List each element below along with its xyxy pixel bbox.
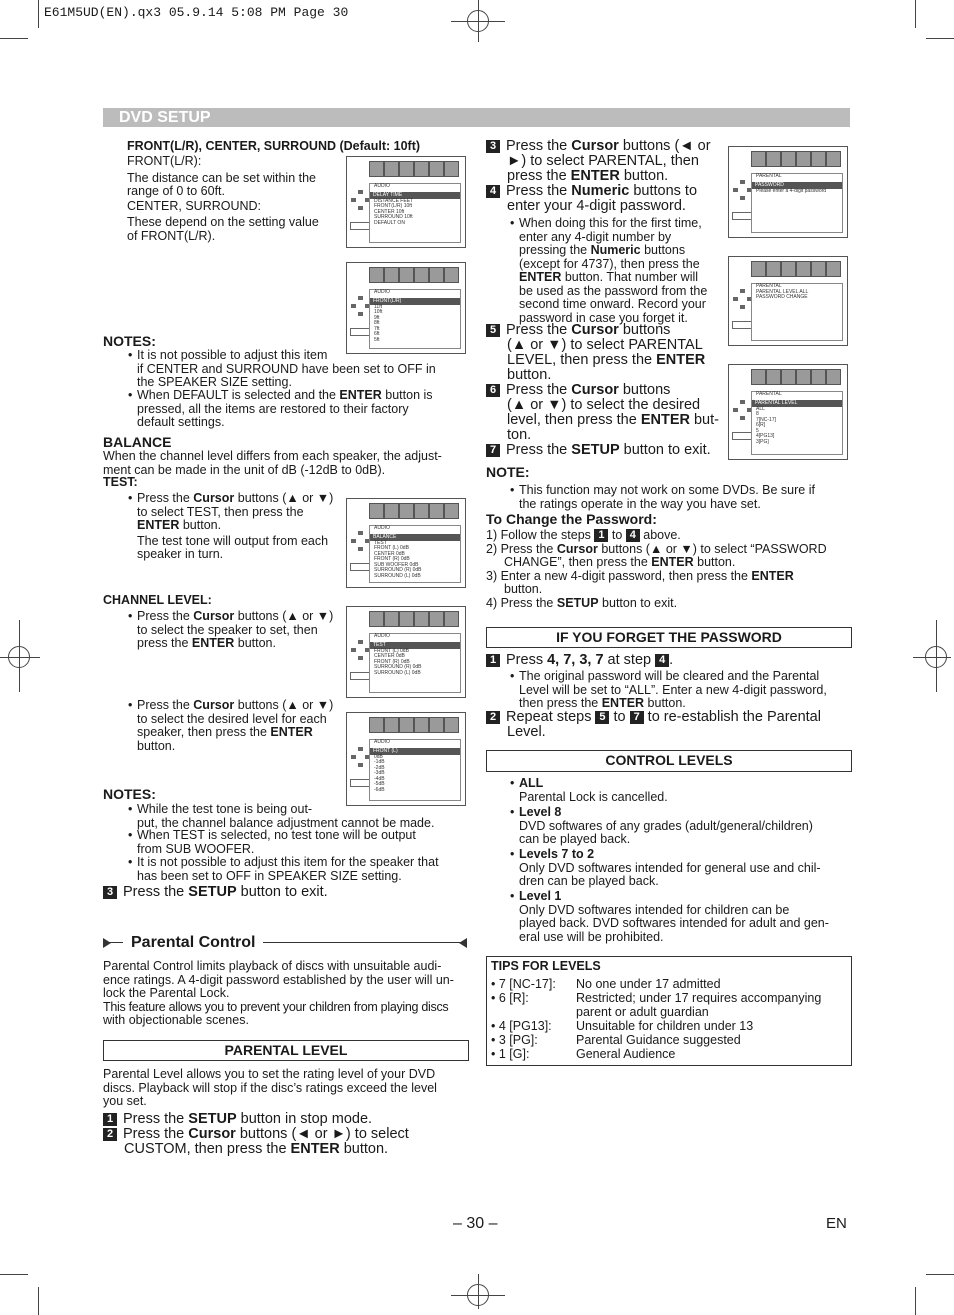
menu-icon	[429, 611, 444, 627]
step-3: 3 Press the Cursor buttons (◄ or	[486, 139, 711, 154]
enter-key-icon	[732, 432, 752, 440]
setup-menu-icons	[369, 503, 461, 523]
crop-mark	[0, 38, 28, 39]
note-item: • When DEFAULT is selected and the ENTER button is pressed, all the items are restored to their factory default settings.	[137, 389, 433, 430]
section-band	[103, 108, 850, 127]
remote-pad-icon	[351, 296, 371, 328]
osd-panel: PARENTAL PARENTAL LEVEL ALL PASSWORD CHANGE	[751, 283, 843, 341]
menu-icon	[384, 503, 399, 519]
enter-key-icon	[350, 779, 370, 787]
menu-icon	[369, 503, 384, 519]
menu-icon	[826, 261, 841, 277]
remote-pad-icon	[351, 747, 371, 779]
osd-screen	[346, 262, 466, 354]
menu-icon	[414, 717, 429, 733]
menu-icon	[414, 267, 429, 283]
balance-desc: When the channel level differs from each speaker, the adjust- ment can be made in the unit of dB (-12dB to 0dB).	[103, 449, 442, 477]
menu-icon	[414, 611, 429, 627]
step-4-note: • When doing this for the first time, enter any 4-digit number by pressing the Numeric buttons (except for 4737), then press the ENTER button. That number will be used as the password from the second time onward. Record your password in case you forget it.	[519, 217, 707, 325]
enter-key-icon	[732, 212, 752, 220]
menu-icon	[384, 611, 399, 627]
forget-note: • The original password will be cleared and the Parental Level will be set to “ALL”. Enter a new 4-digit password, then press the ENTER button.	[519, 670, 827, 711]
registration-mark-bottom	[463, 1280, 493, 1310]
setup-menu-icons	[369, 611, 461, 631]
notes-title: NOTES:	[103, 786, 156, 802]
osd-screen	[346, 156, 466, 248]
note-item: • While the test tone is being out- put, the channel balance adjustment cannot be made.	[137, 803, 434, 830]
menu-icon	[444, 267, 459, 283]
tip-value: Restricted; under 17 requires accompanying	[576, 991, 822, 1005]
parental-control-title: Parental Control	[123, 933, 263, 952]
menu-icon	[399, 717, 414, 733]
tip-key: • 7 [NC-17]:	[491, 977, 556, 991]
menu-icon	[751, 369, 766, 385]
test-label: TEST:	[103, 475, 138, 489]
step-4: 4 Press the Numeric buttons to	[486, 184, 697, 199]
setup-menu-icons	[751, 261, 843, 281]
step-3-cont: ►) to select PARENTAL, then	[507, 153, 699, 169]
step-3-cont: press the ENTER button.	[507, 168, 669, 184]
menu-icon	[444, 161, 459, 177]
menu-icon	[751, 261, 766, 277]
setup-menu-icons	[751, 151, 843, 171]
menu-icon	[781, 151, 796, 167]
step-5-cont: button.	[507, 367, 552, 383]
front-text: FRONT(L/R): The distance can be set within the range of 0 to 60ft. CENTER, SURROUND: These depend on the setting value of FRONT(L/R).	[127, 154, 319, 243]
forget-step-1: 1 Press 4, 7, 3, 7 at step 4 .	[486, 653, 673, 668]
osd-panel: AUDIO FRONT (L) 0dB -1dB -2dB -3dB -4dB -5dB -6dB	[369, 739, 461, 801]
setup-menu-icons	[369, 267, 461, 287]
tip-value: Unsuitable for children under 13	[576, 1019, 754, 1033]
menu-icon	[369, 717, 384, 733]
menu-icon	[384, 717, 399, 733]
registration-mark-top	[463, 6, 493, 36]
osd-screen	[346, 498, 466, 588]
menu-icon	[826, 369, 841, 385]
note-item: • It is not possible to adjust this item if CENTER and SURROUND have been set to OFF in the SPEAKER SIZE setting.	[137, 349, 436, 390]
menu-icon	[781, 261, 796, 277]
parental-level-box: PARENTAL LEVEL	[103, 1040, 469, 1061]
menu-icon	[444, 503, 459, 519]
setup-menu-icons	[369, 161, 461, 181]
tip-key: • 1 [G]:	[491, 1047, 530, 1061]
osd-panel: AUDIO DELAY TIME DISTANCE FEET FRONT(L/R) 10ft CENTER 10ft SURROUND 10ft DEFAULT ON	[369, 183, 461, 243]
osd-panel: AUDIO FRONT(L/R) 11ft 10ft 9ft 8ft 7ft 6ft 5ft	[369, 289, 461, 349]
file-stamp: E61M5UD(EN).qx3 05.9.14 5:08 PM Page 30	[44, 5, 349, 20]
crop-mark	[926, 1274, 954, 1275]
forget-step-2: 2 Repeat steps 5 to 7 to re-establish the Parental	[486, 710, 821, 725]
menu-icon	[369, 611, 384, 627]
tips-title: TIPS FOR LEVELS	[491, 959, 601, 973]
menu-icon	[811, 369, 826, 385]
parental-level-desc: Parental Level allows you to set the rating level of your DVD discs. Playback will stop if the disc’s ratings exceed the level you set.	[103, 1067, 437, 1108]
menu-icon	[399, 161, 414, 177]
tip-value: parent or adult guardian	[576, 1005, 709, 1019]
crop-mark	[0, 1274, 28, 1275]
osd-screen	[346, 606, 466, 698]
step-2-cont: CUSTOM, then press the ENTER button.	[124, 1141, 389, 1157]
osd-screen	[728, 146, 848, 238]
crop-mark	[915, 1287, 916, 1315]
note-item: • It is not possible to adjust this item for the speaker that has been set to OFF in SPEAKER SIZE setting.	[137, 856, 439, 883]
tip-key: • 6 [R]:	[491, 991, 529, 1005]
menu-icon	[444, 717, 459, 733]
tip-key: • 3 [PG]:	[491, 1033, 538, 1047]
menu-icon	[444, 611, 459, 627]
menu-icon	[766, 369, 781, 385]
page-number: – 30 –	[453, 1215, 498, 1232]
parental-desc: Parental Control limits playback of discs with unsuitable audi- ence ratings. A 4-digit password established by the user will un- lock the Parental Lock. This feature allows you to prevent your children from playing discs with objectionable scenes.	[103, 959, 454, 1027]
osd-screen	[346, 712, 466, 806]
step-4-cont: enter your 4-digit password.	[507, 198, 686, 214]
parental-control-header	[103, 933, 467, 953]
section-title: DVD SETUP	[119, 109, 211, 126]
step-6: 6 Press the Cursor buttons	[486, 383, 670, 398]
menu-icon	[414, 503, 429, 519]
step-6-cont: level, then press the ENTER but-	[507, 412, 719, 428]
balance-title: BALANCE	[103, 434, 172, 450]
menu-icon	[384, 267, 399, 283]
level-item: • Levels 7 to 2 Only DVD softwares intended for general use and chil- dren can be played back.	[519, 848, 821, 889]
step-5-cont: (▲ or ▼) to select PARENTAL	[507, 337, 703, 353]
tip-value: Parental Guidance suggested	[576, 1033, 741, 1047]
crop-mark	[926, 38, 954, 39]
step-5: 5 Press the Cursor buttons	[486, 323, 670, 338]
osd-screen	[728, 364, 848, 460]
enter-key-icon	[350, 563, 370, 571]
menu-icon	[766, 151, 781, 167]
front-heading: FRONT(L/R), CENTER, SURROUND (Default: 10ft)	[127, 139, 421, 153]
level-item: • Level 1 Only DVD softwares intended for children can be played back. DVD softwares intended for adult and gen- eral use will be prohibited.	[519, 890, 829, 944]
menu-icon	[399, 611, 414, 627]
osd-panel: PARENTAL PARENTAL LEVEL ALL 8 7[NC-17] 6[R] 5 4[PG13] 3[PG]	[751, 391, 843, 455]
remote-pad-icon	[351, 190, 371, 222]
menu-icon	[826, 151, 841, 167]
menu-icon	[429, 267, 444, 283]
step-5-cont: LEVEL, then press the ENTER	[507, 352, 706, 368]
test-item: • Press the Cursor buttons (▲ or ▼) to select TEST, then press the ENTER button. The test tone will output from each speaker in turn.	[137, 492, 333, 562]
step-7: 7 Press the SETUP button to exit.	[486, 443, 711, 458]
menu-icon	[751, 151, 766, 167]
note-title: NOTE:	[486, 464, 530, 480]
menu-icon	[399, 503, 414, 519]
channel-item: • Press the Cursor buttons (▲ or ▼) to select the desired level for each speaker, then press the ENTER button.	[137, 699, 333, 753]
menu-icon	[414, 161, 429, 177]
setup-menu-icons	[369, 717, 461, 737]
menu-icon	[369, 267, 384, 283]
osd-panel: AUDIO TEST FRONT (L) 0dB CENTER 0dB FRONT (R) 0dB SURROUND (R) 0dB SURROUND (L) 0dB	[369, 633, 461, 693]
crop-mark	[38, 1287, 39, 1315]
step-exit: 3 Press the SETUP button to exit.	[103, 885, 328, 900]
setup-menu-icons	[751, 369, 843, 389]
language-tag: EN	[826, 1215, 847, 1232]
crop-mark	[915, 0, 916, 28]
change-password-steps: 1) Follow the steps 1 to 4 above. 2) Press the Cursor buttons (▲ or ▼) to select “PASSWORD CHANGE”, then press the ENTER button. 3) Enter a new 4-digit password, then press the ENTER button. 4) Press the SETUP button to exit.	[486, 528, 827, 610]
forget-step-2-cont: Level.	[507, 724, 546, 740]
remote-pad-icon	[733, 180, 753, 212]
menu-icon	[766, 261, 781, 277]
menu-icon	[781, 369, 796, 385]
change-password-title: To Change the Password:	[486, 511, 657, 527]
step-6-cont: ton.	[507, 427, 532, 443]
level-item: • ALL Parental Lock is cancelled.	[519, 777, 668, 804]
channel-item: • Press the Cursor buttons (▲ or ▼) to select the speaker to set, then press the ENTER button.	[137, 610, 333, 651]
menu-icon	[811, 151, 826, 167]
level-item: • Level 8 DVD softwares of any grades (adult/general/children) can be played back.	[519, 806, 813, 847]
enter-key-icon	[732, 321, 752, 329]
registration-mark-right	[921, 642, 951, 672]
menu-icon	[399, 267, 414, 283]
note-item: • When TEST is selected, no test tone will be output from SUB WOOFER.	[137, 829, 416, 856]
remote-pad-icon	[733, 289, 753, 321]
forget-password-box: IF YOU FORGET THE PASSWORD	[486, 627, 852, 648]
menu-icon	[796, 369, 811, 385]
channel-level-label: CHANNEL LEVEL:	[103, 593, 212, 607]
tips-box	[486, 956, 852, 1066]
menu-icon	[369, 161, 384, 177]
control-levels-box: CONTROL LEVELS	[486, 750, 852, 772]
enter-key-icon	[350, 222, 370, 230]
remote-pad-icon	[733, 400, 753, 432]
enter-key-icon	[350, 672, 370, 680]
tip-key: • 4 [PG13]:	[491, 1019, 552, 1033]
crop-mark	[38, 0, 39, 28]
menu-icon	[796, 261, 811, 277]
tip-value: General Audience	[576, 1047, 676, 1061]
menu-icon	[811, 261, 826, 277]
osd-panel: AUDIO BALANCE TEST FRONT (L) 0dB CENTER 0dB FRONT (R) 0dB SUB WOOFER 0dB SURROUND (R) 0dB SURROUND (L) 0dB	[369, 525, 461, 583]
menu-icon	[429, 503, 444, 519]
menu-icon	[429, 161, 444, 177]
remote-pad-icon	[351, 531, 371, 563]
menu-icon	[429, 717, 444, 733]
step-1: 1 Press the SETUP button in stop mode.	[103, 1112, 372, 1127]
tip-value: No one under 17 admitted	[576, 977, 721, 991]
notes-title: NOTES:	[103, 333, 156, 349]
note-item: • This function may not work on some DVDs. Be sure if the ratings operate in the way you have set.	[519, 484, 815, 511]
osd-panel: PARENTAL PASSWORD Please enter a 4-digit password	[751, 173, 843, 233]
step-6-cont: (▲ or ▼) to select the desired	[507, 397, 701, 413]
enter-key-icon	[350, 328, 370, 336]
registration-mark-left	[4, 642, 34, 672]
osd-screen	[728, 256, 848, 346]
menu-icon	[796, 151, 811, 167]
remote-pad-icon	[351, 640, 371, 672]
step-2: 2 Press the Cursor buttons (◄ or ►) to select	[103, 1127, 409, 1142]
menu-icon	[384, 161, 399, 177]
